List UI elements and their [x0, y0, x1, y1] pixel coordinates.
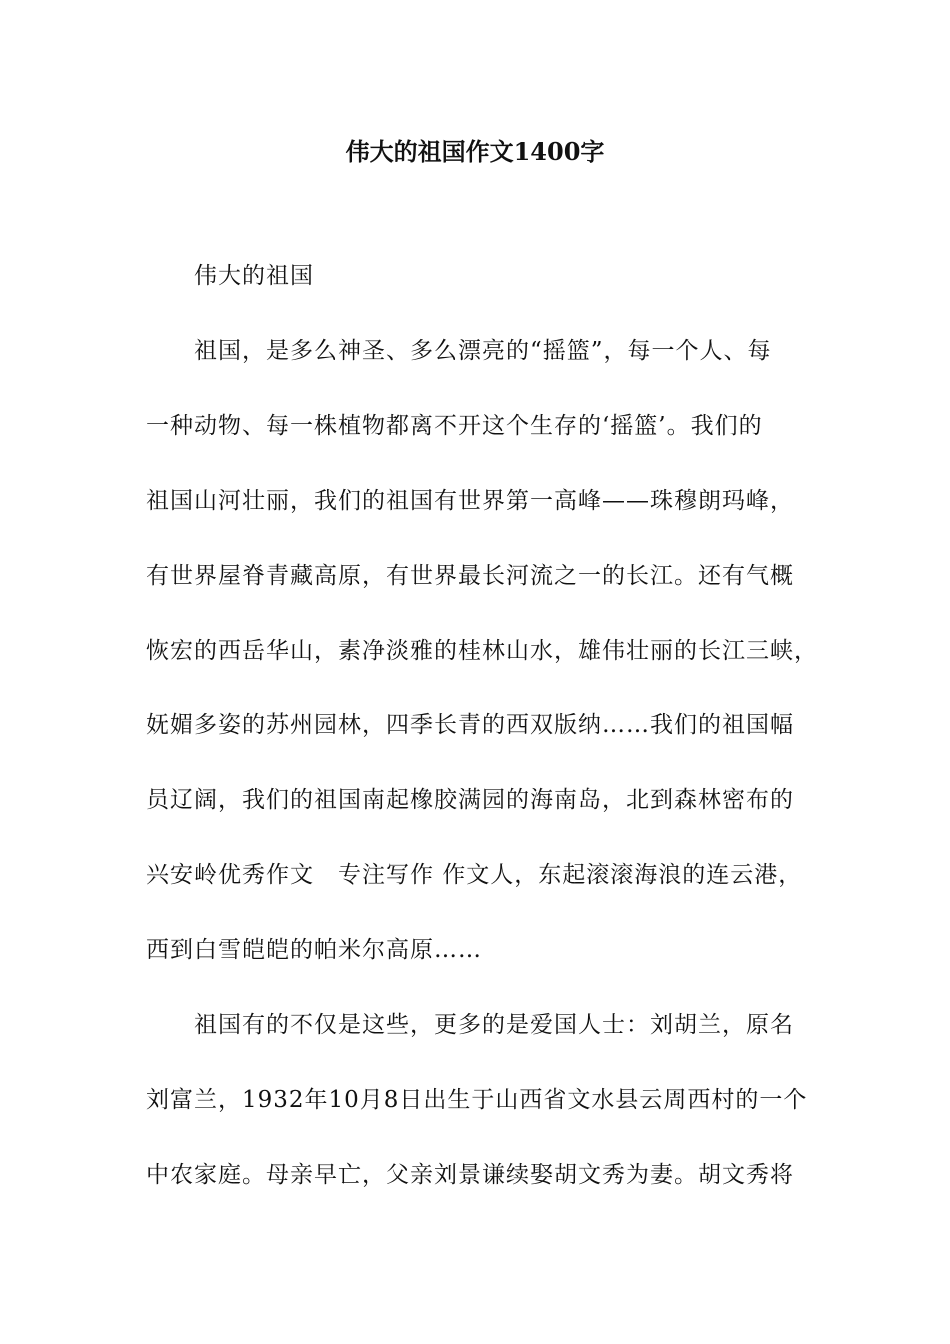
paragraph-line: 祖国山河壮丽，我们的祖国有世界第一高峰——珠穆朗玛峰，	[146, 488, 794, 514]
paragraph-line: 恢宏的西岳华山，素净淡雅的桂林山水，雄伟壮丽的长江三峡，	[146, 638, 818, 664]
paragraph-line: 西到白雪皑皑的帕米尔高原……	[146, 937, 482, 963]
paragraph-line: 兴安岭优秀作文 专注写作 作文人，东起滚滚海浪的连云港，	[146, 862, 803, 888]
paragraph-line: 一种动物、每一株植物都离不开这个生存的‘摇篮’。我们的	[146, 413, 763, 439]
paragraph-line: 祖国有的不仅是这些，更多的是爱国人士：刘胡兰，原名	[194, 1012, 794, 1038]
paragraph-line: 刘富兰，1932年10月8日出生于山西省文水县云周西村的一个	[146, 1087, 808, 1113]
paragraph-line: 妩媚多姿的苏州园林，四季长青的西双版纳……我们的祖国幅	[146, 712, 794, 738]
document-title: 伟大的祖国作文1400字	[345, 137, 605, 166]
paragraph-line: 中农家庭。母亲早亡，父亲刘景谦续娶胡文秀为妻。胡文秀将	[146, 1162, 794, 1188]
section-heading: 伟大的祖国	[194, 263, 314, 289]
paragraph-line: 祖国，是多么神圣、多么漂亮的“摇篮”，每一个人、每	[194, 338, 772, 364]
paragraph-line: 员辽阔，我们的祖国南起橡胶满园的海南岛，北到森林密布的	[146, 787, 794, 813]
paragraph-line: 有世界屋脊青藏高原，有世界最长河流之一的长江。还有气概	[146, 563, 794, 589]
